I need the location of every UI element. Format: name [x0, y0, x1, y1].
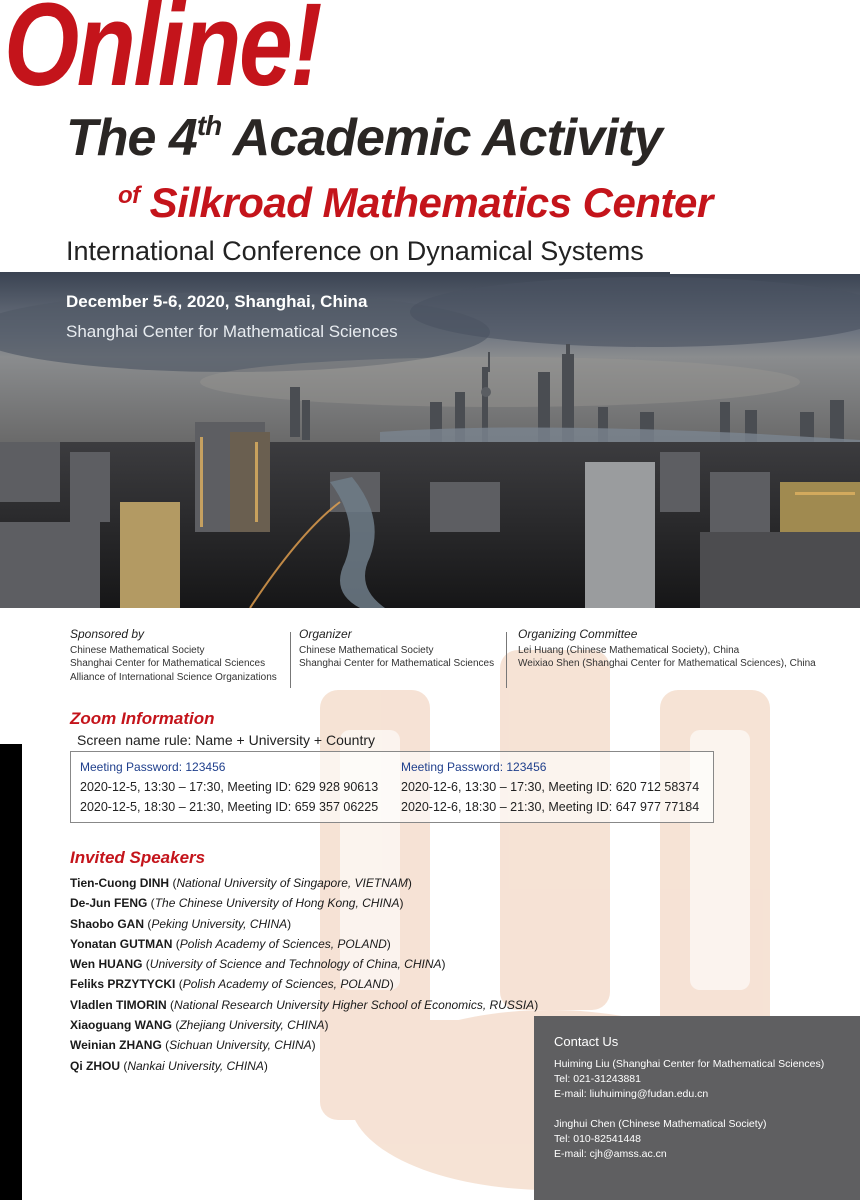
sponsor-item: Alliance of International Science Organizations	[70, 671, 277, 683]
meeting-password: Meeting Password: 123456	[80, 760, 226, 774]
speaker-affiliation: Polish Academy of Sciences, POLAND	[182, 977, 390, 992]
contact-person-1	[554, 1057, 824, 1102]
meeting-session: 2020-12-5, 13:30 – 17:30, Meeting ID: 629 928 90613	[80, 780, 379, 794]
speaker-name: Weinian ZHANG	[70, 1038, 162, 1053]
contact-name: Huiming Liu (Shanghai Center for Mathematical Sciences)	[554, 1058, 825, 1070]
speaker-affiliation: Polish Academy of Sciences, POLAND	[179, 936, 387, 951]
organizing-committee-section	[518, 628, 816, 671]
conference-name: International Conference on Dynamical Systems	[66, 236, 644, 266]
speaker-row: Yonatan GUTMAN (Polish Academy of Sciences, POLAND)	[70, 936, 391, 951]
contact-person-2	[554, 1117, 766, 1162]
screen-name-rule: Screen name rule: Name + University + Country	[77, 732, 376, 748]
speaker-name: Feliks PRZYTYCKI	[70, 977, 176, 992]
contact-email: E-mail: liuhuiming@fudan.edu.cn	[554, 1088, 709, 1100]
event-title	[66, 109, 662, 167]
organizer-item: Shanghai Center for Mathematical Sciences	[299, 658, 495, 669]
contact-box	[534, 1016, 860, 1200]
sponsor-item: Shanghai Center for Mathematical Sciences	[70, 658, 266, 669]
speakers-list	[70, 873, 538, 1076]
event-title-center	[118, 179, 713, 226]
sponsored-by-section	[70, 628, 277, 684]
speaker-row: Weinian ZHANG (Sichuan University, CHINA)	[70, 1038, 316, 1053]
contact-tel: Tel: 021-31243881	[554, 1073, 641, 1085]
speaker-row: Wen HUANG (University of Science and Technology of China, CHINA)	[70, 957, 446, 972]
zoom-heading: Zoom Information	[70, 709, 215, 728]
sponsored-by-title: Sponsored by	[70, 627, 145, 641]
meeting-session: 2020-12-6, 18:30 – 21:30, Meeting ID: 647 977 77184	[401, 800, 700, 814]
speaker-affiliation: University of Science and Technology of China, CHINA	[149, 957, 442, 972]
contact-heading: Contact Us	[554, 1034, 619, 1049]
speaker-affiliation: The Chinese University of Hong Kong, CHINA	[154, 896, 400, 911]
title-center-name: Silkroad Mathematics Center	[149, 179, 713, 226]
title-of: of	[118, 182, 140, 209]
speaker-affiliation: National Research University Higher School of Economics, RUSSIA	[174, 997, 535, 1012]
zoom-day2	[401, 757, 699, 817]
sponsor-item: Chinese Mathematical Society	[70, 644, 205, 656]
contact-tel: Tel: 010-82541448	[554, 1133, 641, 1145]
speakers-heading: Invited Speakers	[70, 848, 206, 867]
speaker-name: Wen HUANG	[70, 957, 143, 972]
speaker-affiliation: National University of Singapore, VIETNAM	[176, 876, 408, 890]
left-accent-bar	[0, 744, 22, 1200]
speaker-affiliation: Nankai University, CHINA	[127, 1058, 264, 1073]
speaker-row: Feliks PRZYTYCKI (Polish Academy of Sciences, POLAND)	[70, 977, 394, 992]
speaker-row: Vladlen TIMORIN (National Research University Higher School of Economics, RUSSIA)	[70, 997, 539, 1012]
speaker-name: De-Jun FENG	[70, 896, 148, 911]
speaker-name: Xiaoguang WANG	[70, 1018, 172, 1033]
committee-title: Organizing Committee	[518, 627, 638, 641]
column-divider	[506, 632, 507, 688]
title-rest: Academic Activity	[221, 109, 662, 167]
online-banner: Online!	[4, 0, 321, 111]
zoom-day1	[80, 757, 378, 817]
meeting-session: 2020-12-6, 13:30 – 17:30, Meeting ID: 620 712 58374	[401, 780, 700, 794]
event-date: December 5-6, 2020, Shanghai, China	[66, 292, 368, 311]
speaker-row: De-Jun FENG (The Chinese University of Hong Kong, CHINA)	[70, 896, 404, 911]
organizer-section	[299, 628, 494, 671]
meeting-password: Meeting Password: 123456	[401, 760, 547, 774]
speaker-name: Shaobo GAN	[70, 916, 144, 931]
speaker-affiliation: Peking University, CHINA	[151, 916, 288, 931]
column-divider	[290, 632, 291, 688]
subtitle-underlay	[670, 254, 860, 274]
speaker-affiliation: Sichuan University, CHINA	[169, 1038, 312, 1053]
meeting-session: 2020-12-5, 18:30 – 21:30, Meeting ID: 659 357 06225	[80, 800, 379, 814]
contact-name: Jinghui Chen (Chinese Mathematical Society)	[554, 1118, 767, 1130]
speaker-name: Yonatan GUTMAN	[70, 936, 173, 951]
speaker-name: Qi ZHOU	[70, 1058, 120, 1073]
organizer-title: Organizer	[299, 627, 352, 641]
speaker-affiliation: Zhejiang University, CHINA	[179, 1018, 325, 1033]
speaker-row: Xiaoguang WANG (Zhejiang University, CHINA)	[70, 1018, 329, 1033]
organizer-item: Chinese Mathematical Society	[299, 644, 434, 656]
speaker-name: Tien-Cuong DINH	[70, 876, 170, 890]
event-venue: Shanghai Center for Mathematical Sciences	[66, 322, 398, 341]
title-prefix: The 4	[66, 109, 197, 167]
speaker-row: Shaobo GAN (Peking University, CHINA)	[70, 916, 292, 931]
speaker-name: Vladlen TIMORIN	[70, 997, 167, 1012]
zoom-meeting-box	[70, 751, 714, 823]
committee-member: Weixiao Shen (Shanghai Center for Mathematical Sciences), China	[518, 658, 816, 669]
speaker-row: Tien-Cuong DINH (National University of Singapore, VIETNAM)	[70, 876, 412, 890]
committee-member: Lei Huang (Chinese Mathematical Society), China	[518, 644, 740, 656]
contact-email: E-mail: cjh@amss.ac.cn	[554, 1148, 667, 1160]
speaker-row: Qi ZHOU (Nankai University, CHINA)	[70, 1058, 268, 1073]
title-ordinal: th	[196, 109, 222, 141]
